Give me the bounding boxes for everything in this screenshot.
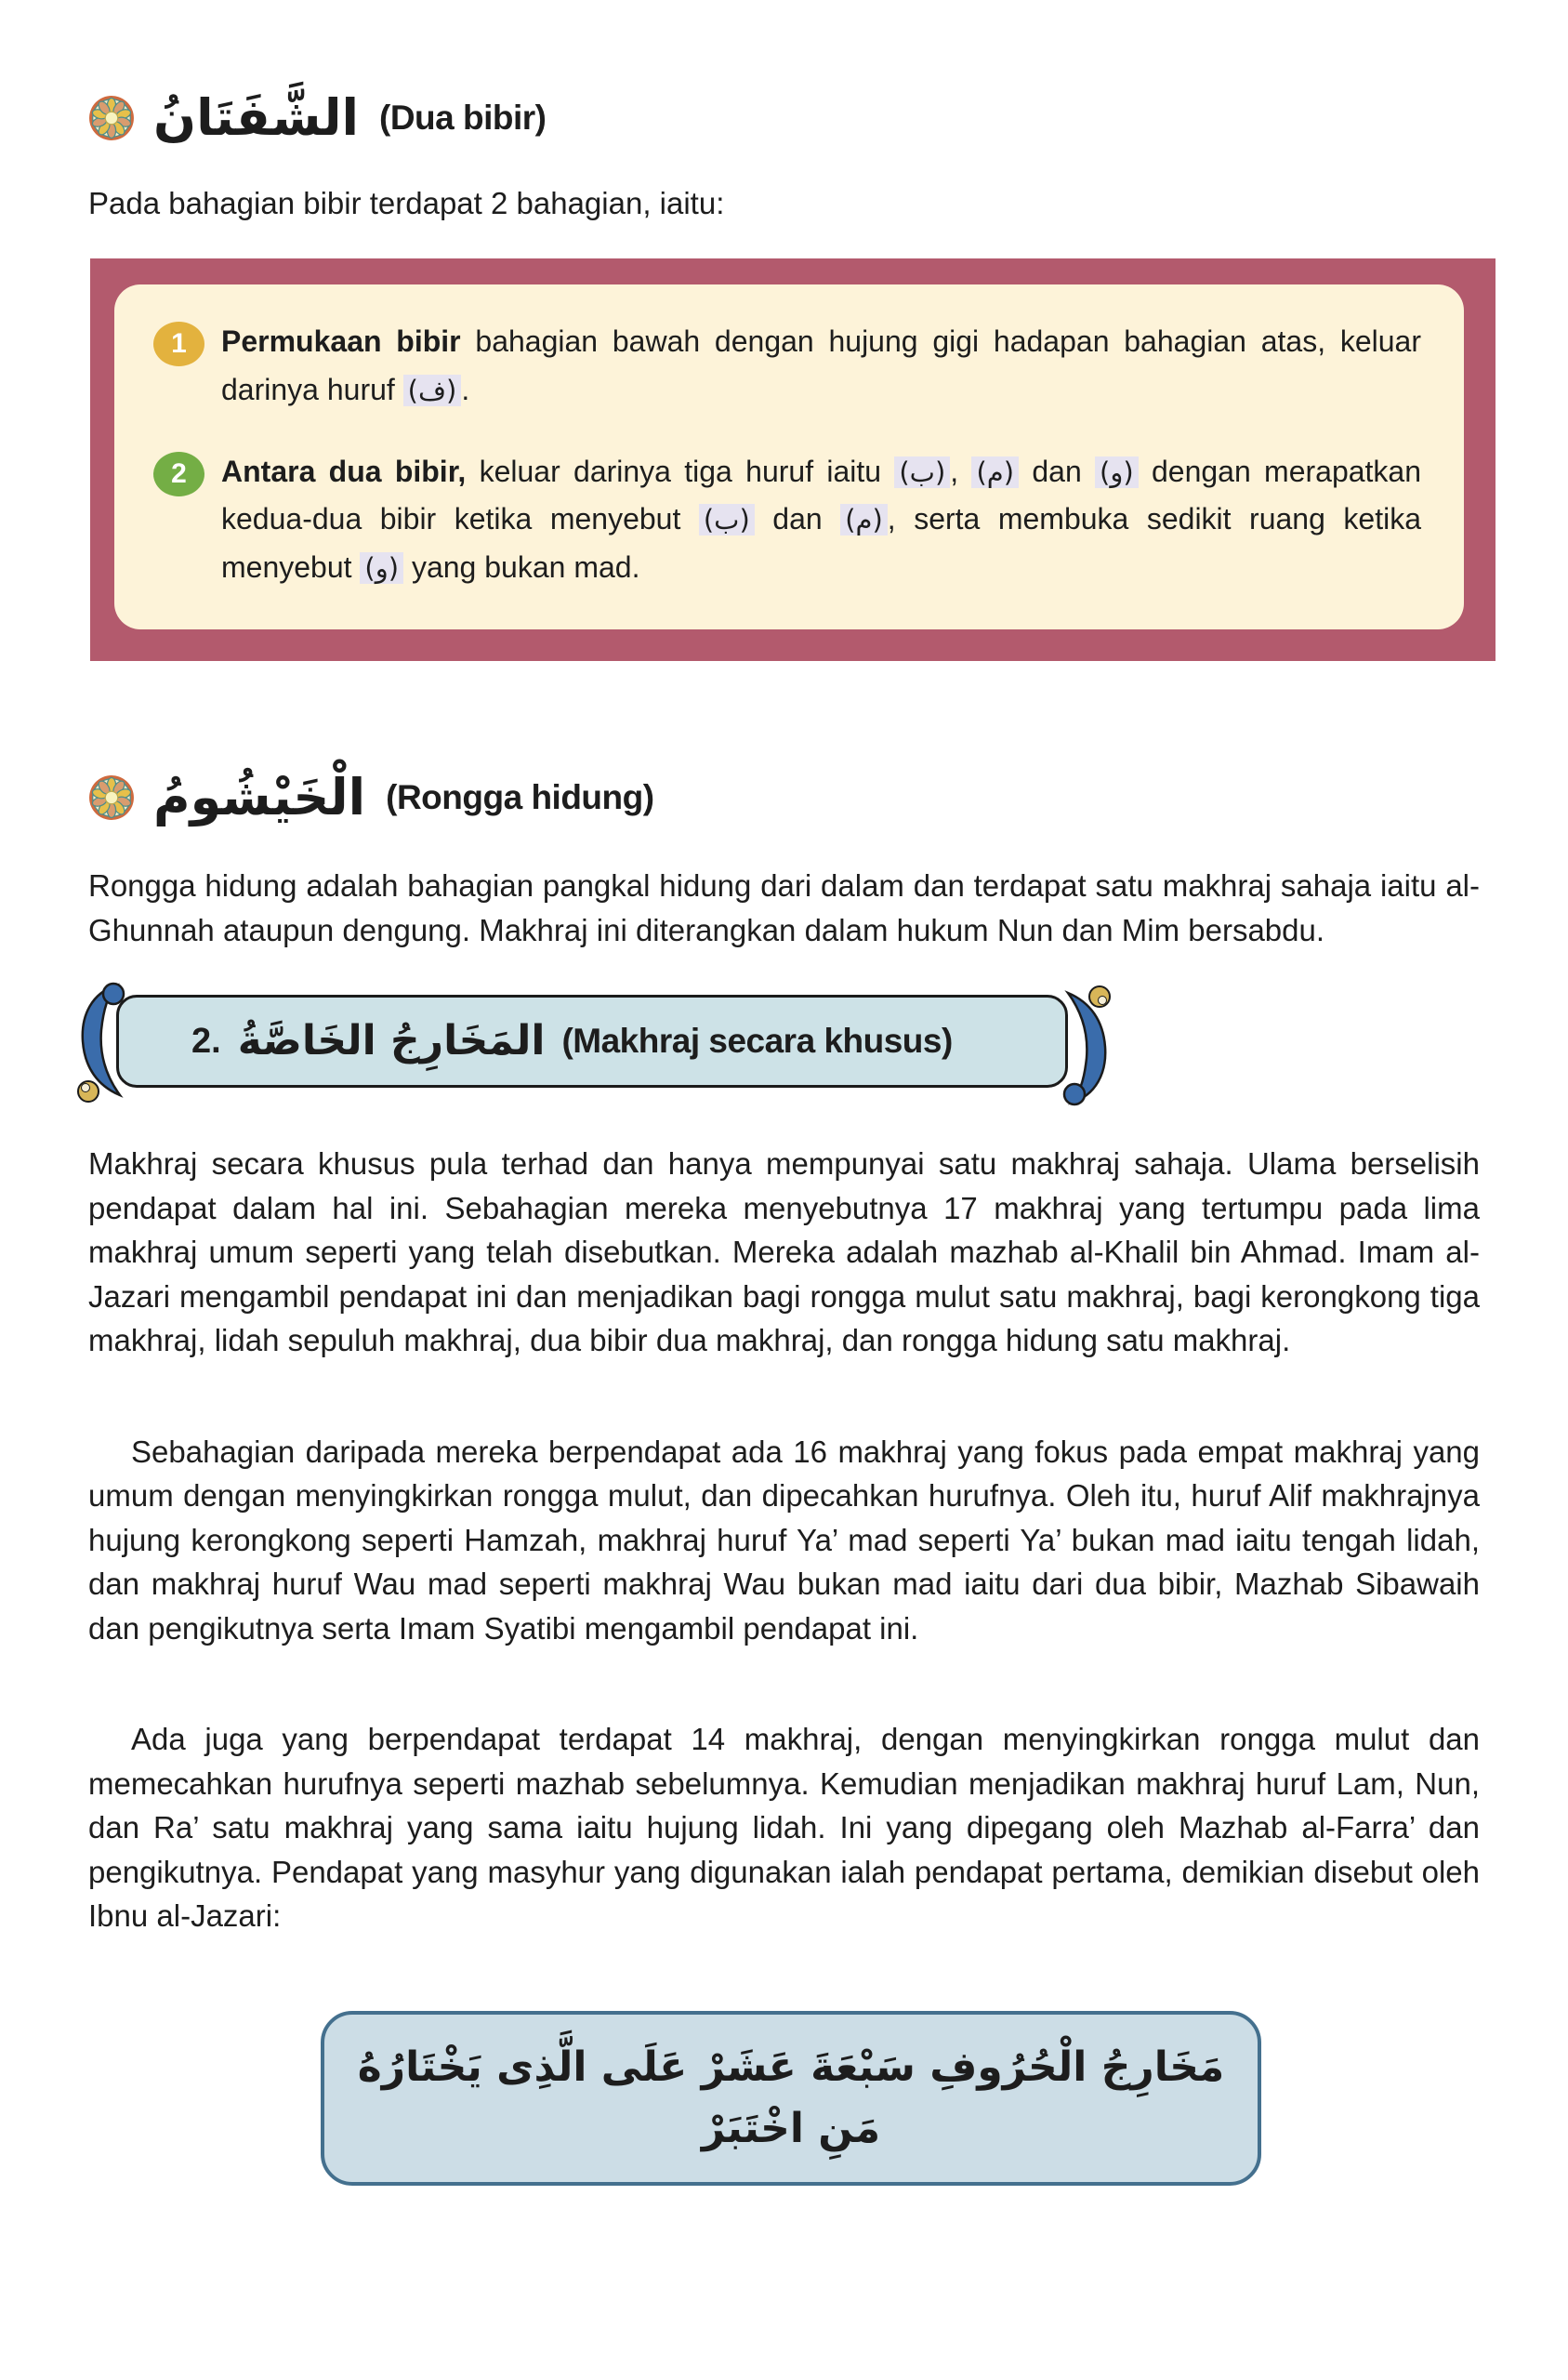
subsection-number: 2. — [191, 1021, 221, 1061]
arabic-quote-box — [321, 2011, 1261, 2186]
scroll-curl-right-icon — [1049, 984, 1116, 1106]
section-title-latin: (Rongga hidung) — [386, 778, 654, 817]
section-title-arabic: الشَّفَتَانُ — [153, 88, 360, 147]
number-badge: 1 — [153, 322, 204, 366]
section-title-latin: (Dua bibir) — [379, 99, 547, 137]
subsection-title-arabic: المَخَارِجُ الخَاصَّةُ — [237, 1017, 546, 1065]
list-item — [153, 318, 1421, 415]
body-paragraph-3: Ada juga yang berpendapat terdapat 14 makhraj, dengan menyingkirkan rongga mulut dan memecahkan hurufnya seperti mazhab sebelumnya. Kemudian menjadikan makhraj huruf Lam, Nun, dan Ra’ satu makhraj yang sama iaitu hujung lidah. Ini yang dipegang oleh Mazhab al-Farra’ dan pengikutnya. Pendapat yang masyhur yang digunakan ialah pendapat pertama, demikian disebut oleh Ibnu al-Jazari: — [88, 1722, 1480, 1934]
lips-points-frame — [90, 258, 1496, 661]
paragraph-rongga-hidung: Rongga hidung adalah bahagian pangkal hidung dari dalam dan terdapat satu makhraj sahaja iaitu al-Ghunnah ataupun dengung. Makhraj ini diterangkan dalam hukum Nun dan Mim bersabdu. — [88, 868, 1480, 947]
section-title-arabic: الْخَيْشُومُ — [153, 768, 366, 827]
rosette-ornament-icon — [88, 95, 135, 141]
list-item-text: Antara dua bibir, keluar darinya tiga huruf iaitu (ب) , (م) dan (و) dengan merapatkan kedua-dua bibir ketika menyebut (ب) dan (م) , serta membuka sedikit ruang ketika menyebut (و) yang bukan mad. — [221, 454, 1422, 585]
scroll-curl-left-icon — [72, 982, 138, 1104]
lips-points-box — [114, 284, 1464, 629]
subsection-banner — [99, 995, 1085, 1088]
list-item — [153, 448, 1421, 592]
body-paragraph-1: Makhraj secara khusus pula terhad dan hanya mempunyai satu makhraj sahaja. Ulama berselisih pendapat dalam hal ini. Sebahagian mereka menyebutnya 17 makhraj yang tertumpu pada lima makhraj umum seperti yang telah disebutkan. Mereka adalah mazhab al-Khalil bin Ahmad. Imam al-Jazari mengambil pendapat ini dan menjadikan bagi rongga mulut satu makhraj, bagi kerongkong tiga makhraj, lidah sepuluh makhraj, dua bibir dua makhraj, dan rongga hidung satu makhraj. — [88, 1146, 1480, 1358]
subsection-title-latin: (Makhraj secara khusus) — [561, 1022, 953, 1061]
rosette-ornament-icon — [88, 774, 135, 821]
arabic-quote-text: مَخَارِجُ الْحُرُوفِ سَبْعَةَ عَشَرْ عَلَى الَّذِى يَخْتَارُهُ مَنِ اخْتَبَرْ — [357, 2043, 1225, 2152]
section-header-dua-bibir — [88, 88, 1480, 147]
bottom-margin — [88, 2186, 1480, 2362]
section-header-rongga-hidung — [88, 768, 1480, 827]
subsection-banner-body — [116, 995, 1068, 1088]
intro-line: Pada bahagian bibir terdapat 2 bahagian, iaitu: — [88, 186, 725, 220]
number-badge: 2 — [153, 452, 204, 496]
list-item-text: Permukaan bibir bahagian bawah dengan hujung gigi hadapan bahagian atas, keluar darinya huruf (ف) . — [221, 324, 1422, 406]
body-paragraph-2: Sebahagian daripada mereka berpendapat ada 16 makhraj yang fokus pada empat makhraj yang umum dengan menyingkirkan rongga mulut, dan dipecahkan hurufnya. Oleh itu, huruf Alif makhrajnya hujung kerongkong seperti Hamzah, makhraj huruf Ya’ mad seperti Ya’ bukan mad iaitu tengah lidah, dan makhraj huruf Wau mad seperti makhraj Wau bukan mad iaitu dari dua bibir, Mazhab Sibawaih dan pengikutnya serta Imam Syatibi mengambil pendapat ini. — [88, 1434, 1480, 1646]
